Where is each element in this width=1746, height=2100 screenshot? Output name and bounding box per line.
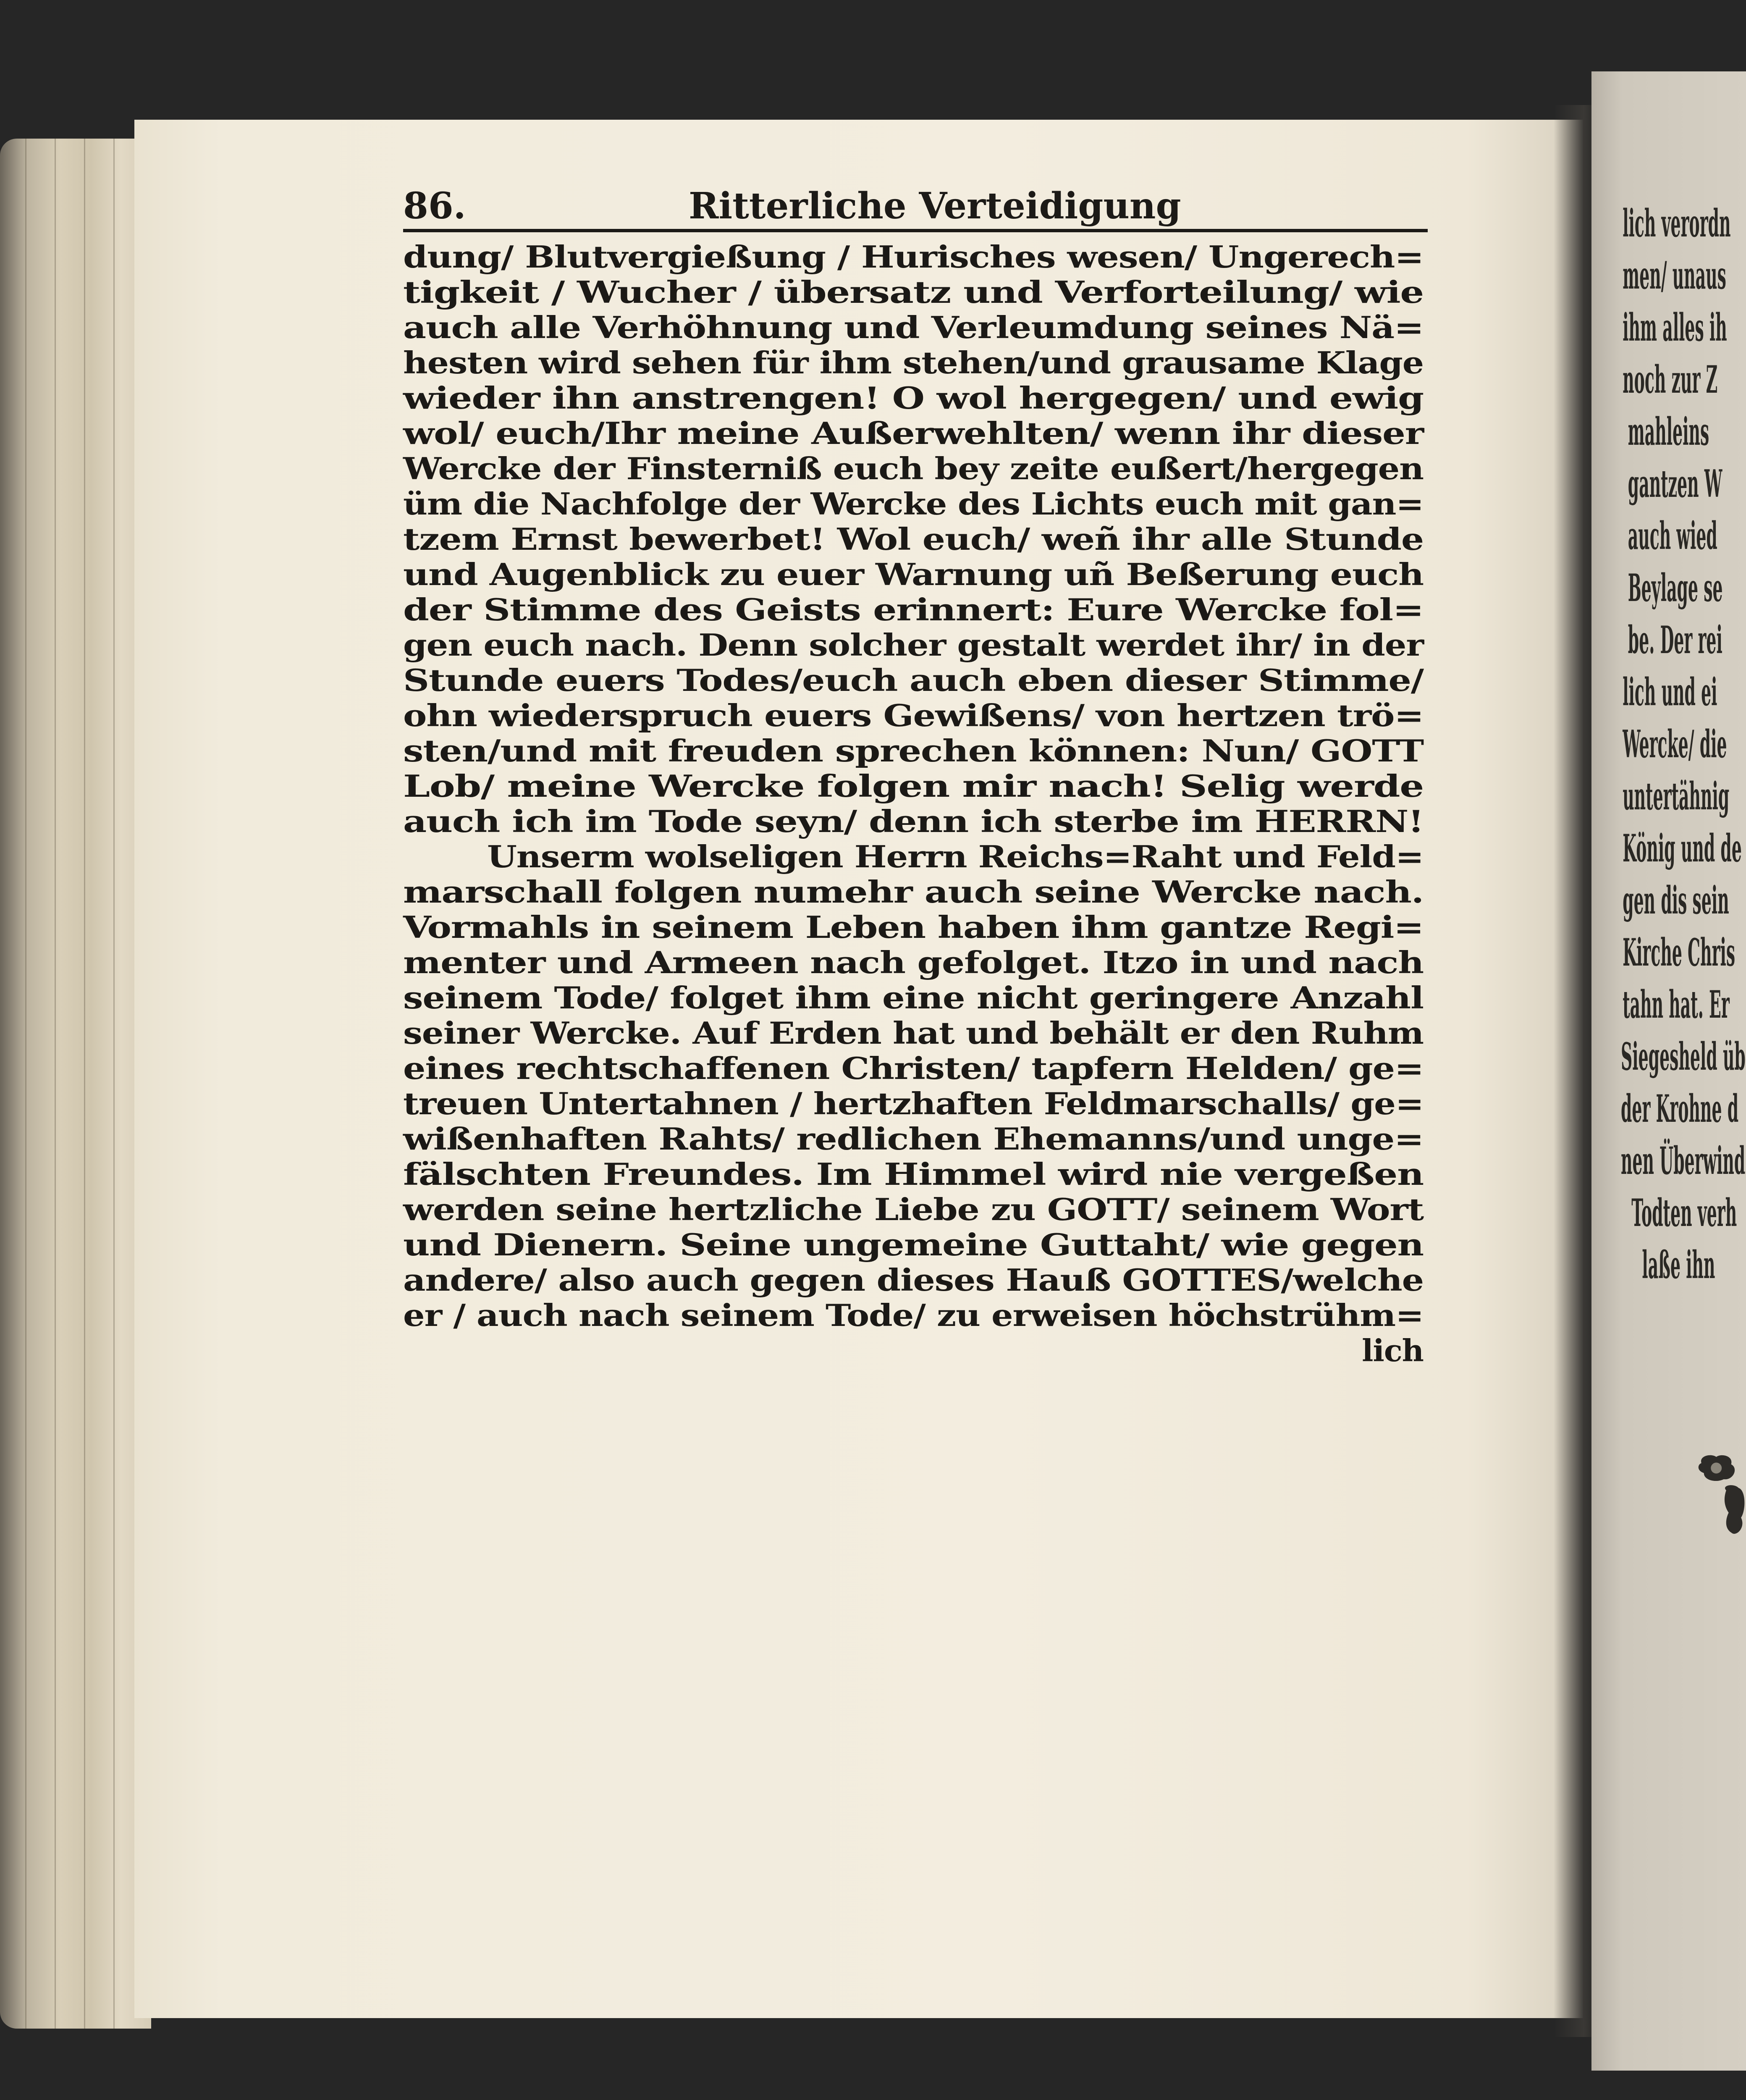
right-page-line: Kirche Chris [1623, 930, 1736, 975]
right-page-line: Todten verh [1631, 1191, 1737, 1235]
text-line [403, 275, 1424, 310]
text-line [403, 345, 1424, 381]
page-edge-line [25, 139, 26, 2029]
text-line-content: auch alle Verhöhnung und Verleumdung seines Nä= [403, 310, 1424, 345]
text-line-content: Wercke der Finsterniß euch bey zeite eußert/hergegen [403, 451, 1424, 486]
text-line-content: marschall folgen numehr auch seine Wercke nach. [403, 874, 1424, 910]
text-line [403, 1192, 1424, 1227]
text-line [403, 627, 1424, 663]
text-line-content: dung/ Blutvergießung / Hurisches wesen/ Ungerech= [403, 239, 1424, 275]
text-line [403, 945, 1424, 980]
floral-ornament-icon [1696, 1453, 1746, 1604]
text-line [403, 874, 1424, 910]
text-line [403, 663, 1424, 698]
right-page-line: König und de [1623, 826, 1742, 871]
right-page-line: tahn hat. Er [1623, 982, 1730, 1027]
page-number: 86. [403, 185, 466, 227]
running-title: Ritterliche Verteidigung [689, 185, 1181, 227]
text-line-content: andere/ also auch gegen dieses Hauß GOTTES/welche [403, 1262, 1424, 1298]
text-line-content: hesten wird sehen für ihm stehen/und grausame Klage [403, 345, 1424, 381]
catchword: lich [1362, 1333, 1424, 1368]
text-line-content: Vormahls in seinem Leben haben ihm gantze Regi= [403, 909, 1424, 945]
right-page-line: lich verordn [1623, 201, 1731, 246]
text-line-content: und Dienern. Seine ungemeine Guttaht/ wie gegen [403, 1227, 1424, 1263]
text-line-content: wol/ euch/Ihr meine Außerwehlten/ wenn ihr dieser [403, 415, 1424, 451]
text-line-content: wißenhaften Rahts/ redlichen Ehemanns/und unge= [403, 1121, 1424, 1157]
right-page-line: gen dis sein [1623, 878, 1729, 923]
text-line [403, 1298, 1424, 1333]
text-line [403, 1227, 1424, 1263]
right-page-line: laße ihn [1642, 1243, 1715, 1287]
header-rule [403, 229, 1428, 232]
text-line [403, 804, 1424, 839]
text-line-content: sten/und mit freuden sprechen können: Nun/ GOTT [403, 733, 1424, 769]
text-line [403, 239, 1424, 275]
right-page-line: lich und ei [1623, 670, 1717, 714]
book-page-edges [0, 139, 151, 2029]
text-line [403, 381, 1424, 416]
right-page-line: Beylage se [1628, 566, 1723, 610]
text-line-content: werden seine hertzliche Liebe zu GOTT/ seinem Wort [403, 1192, 1424, 1227]
text-line-content: menter und Armeen nach gefolget. Itzo in und nach [403, 945, 1424, 980]
text-line [403, 592, 1424, 627]
text-line [403, 1051, 1424, 1086]
right-page-line: men/ unaus [1623, 253, 1726, 298]
text-line [403, 1157, 1424, 1192]
text-line [403, 769, 1424, 804]
text-line-content: ohn wiederspruch euers Gewißens/ von hertzen trö= [403, 698, 1424, 733]
page-edge-line [84, 139, 85, 2029]
text-line-content: Stunde euers Todes/euch auch eben dieser Stimme/ [403, 662, 1424, 698]
right-page-line: auch wied [1628, 514, 1717, 558]
right-page-line: mahleins [1628, 410, 1709, 454]
right-page-line: Wercke/ die [1623, 722, 1727, 766]
text-line [403, 839, 1424, 874]
text-line-content: wieder ihn anstrengen! O wol hergegen/ und ewig [403, 380, 1424, 416]
text-line-content: Unserm wolseligen Herrn Reichs=Raht und Feld= [487, 839, 1424, 874]
text-line [403, 733, 1424, 769]
text-line-content: gen euch nach. Denn solcher gestalt werdet ihr/ in der [403, 627, 1424, 663]
right-page-line: der Krohne d [1621, 1087, 1739, 1131]
text-line-content: eines rechtschaffenen Christen/ tapfern Helden/ ge= [403, 1050, 1424, 1086]
text-line-content: üm die Nachfolge der Wercke des Lichts euch mit gan= [403, 486, 1424, 522]
text-line-content: tigkeit / Wucher / übersatz und Verforteilung/ wie [403, 274, 1424, 310]
text-line-content: auch ich im Tode seyn/ denn ich sterbe im HERRN! [403, 803, 1424, 839]
page-edge-line [55, 139, 56, 2029]
text-line-content: seiner Wercke. Auf Erden hat und behält er den Ruhm [403, 1015, 1424, 1051]
text-line [403, 1086, 1424, 1121]
text-line-content: Lob/ meine Wercke folgen mir nach! Selig werde [403, 768, 1424, 804]
right-page-line: ihm alles ih [1623, 305, 1727, 350]
text-line [403, 698, 1424, 733]
text-line [403, 416, 1424, 451]
text-line [403, 451, 1424, 486]
right-page-line: untertähnig [1623, 774, 1730, 819]
text-line [403, 522, 1424, 557]
text-line-content: und Augenblick zu euer Warnung uñ Beßerung euch [403, 556, 1424, 592]
body-text [403, 239, 1424, 1368]
right-page-line: be. Der rei [1628, 618, 1722, 662]
text-line-content: der Stimme des Geists erinnert: Eure Wercke fol= [403, 592, 1424, 627]
text-line-content: fälschten Freundes. Im Himmel wird nie vergeßen [403, 1156, 1424, 1192]
right-page-line: gantzen W [1628, 462, 1722, 506]
right-page-text [1621, 197, 1746, 1291]
right-page-line: noch zur Z [1623, 357, 1718, 402]
text-line [403, 557, 1424, 592]
text-line [403, 1016, 1424, 1051]
text-line-content: seinem Tode/ folget ihm eine nicht geringere Anzahl [403, 980, 1424, 1016]
text-line [403, 1121, 1424, 1157]
text-line-content: er / auch nach seinem Tode/ zu erweisen höchstrühm= [403, 1297, 1424, 1333]
page-edge-line [113, 139, 115, 2029]
text-line [403, 910, 1424, 945]
text-line [403, 486, 1424, 522]
text-line [403, 1263, 1424, 1298]
text-line-content: treuen Untertahnen / hertzhaften Feldmarschalls/ ge= [403, 1086, 1424, 1121]
right-page-line: nen Überwind [1621, 1139, 1746, 1183]
text-line-content: tzem Ernst bewerbet! Wol euch/ weñ ihr alle Stunde [403, 521, 1424, 557]
text-line [403, 980, 1424, 1016]
text-line [403, 310, 1424, 345]
right-page-line: Siegesheld üb [1621, 1034, 1746, 1079]
